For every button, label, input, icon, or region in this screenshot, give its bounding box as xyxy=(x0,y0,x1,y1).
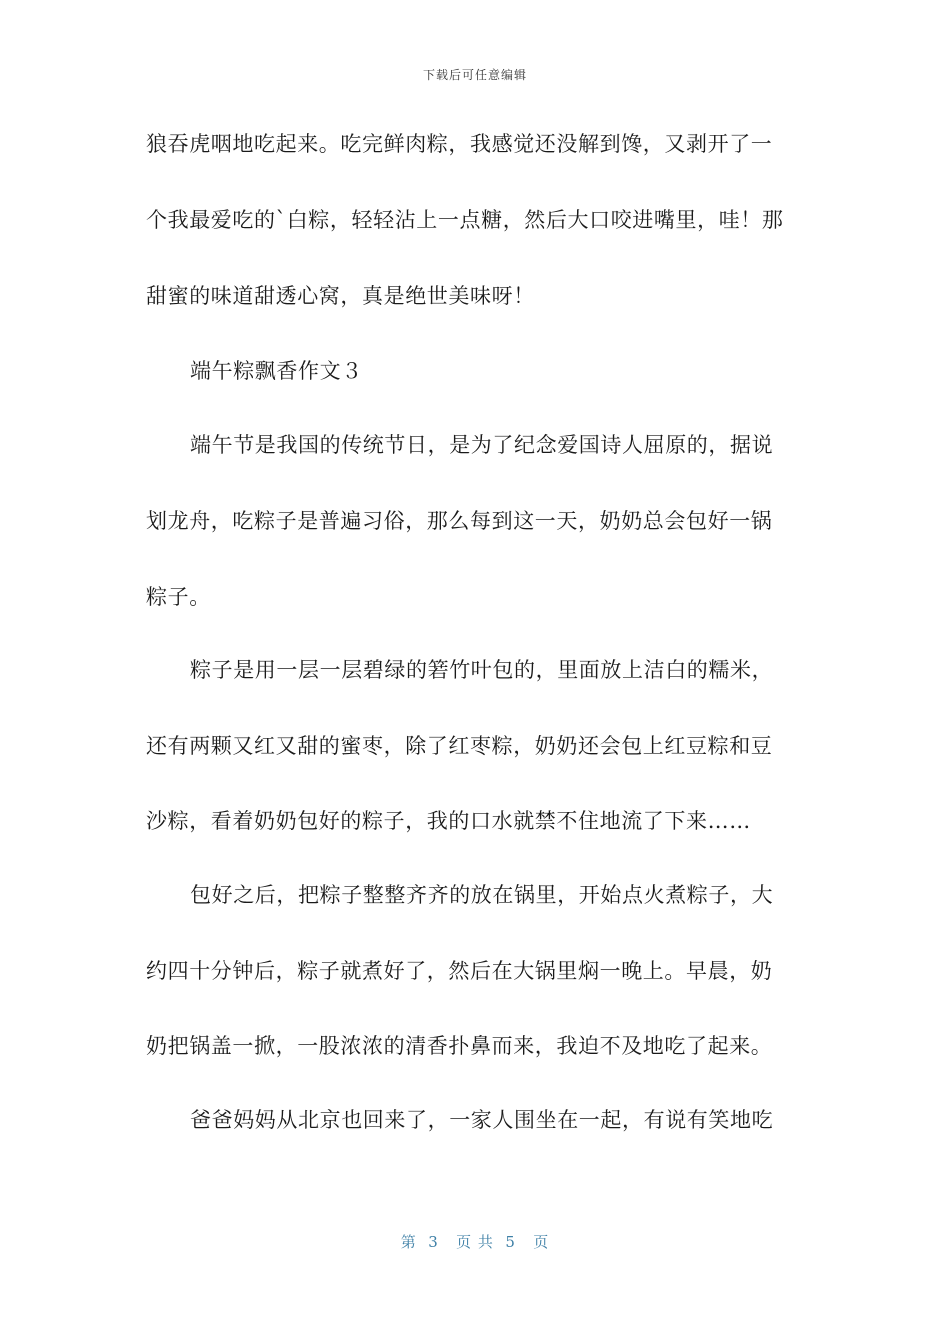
text-line: 奶把锅盖一掀，一股浓浓的清香扑鼻而来，我迫不及地吃了起来。 xyxy=(146,1034,773,1058)
text-line: 包好之后，把粽子整整齐齐的放在锅里，开始点火煮粽子，大 xyxy=(190,883,774,907)
text-line: 沙粽，看着奶奶包好的粽子，我的口水就禁不住地流了下来…… xyxy=(146,809,751,833)
page-number-footer: 第 3 页 共 5 页 xyxy=(400,1233,550,1251)
text-line: 爸爸妈妈从北京也回来了，一家人围坐在一起，有说有笑地吃 xyxy=(190,1108,774,1132)
text-line: 粽子是用一层一层碧绿的箬竹叶包的，里面放上洁白的糯米， xyxy=(190,658,774,682)
page-header: 下载后可任意编辑 xyxy=(422,68,527,82)
text-line: 端午节是我国的传统节日，是为了纪念爱国诗人屈原的，据说 xyxy=(190,433,774,457)
text-line: 个我最爱吃的`白粽，轻轻沾上一点糖，然后大口咬进嘴里，哇！那 xyxy=(146,208,784,232)
text-line: 粽子。 xyxy=(146,585,211,609)
text-line: 狼吞虎咽地吃起来。吃完鲜肉粽，我感觉还没解到馋，又剥开了一 xyxy=(146,132,773,156)
text-line: 还有两颗又红又甜的蜜枣，除了红枣粽，奶奶还会包上红豆粽和豆 xyxy=(146,734,773,758)
text-line: 甜蜜的味道甜透心窝，真是绝世美味呀！ xyxy=(146,284,535,308)
section-title: 端午粽飘香作文３ xyxy=(190,359,363,383)
text-line: 约四十分钟后，粽子就煮好了，然后在大锅里焖一晚上。早晨，奶 xyxy=(146,959,773,983)
text-line: 划龙舟，吃粽子是普遍习俗，那么每到这一天，奶奶总会包好一锅 xyxy=(146,509,773,533)
